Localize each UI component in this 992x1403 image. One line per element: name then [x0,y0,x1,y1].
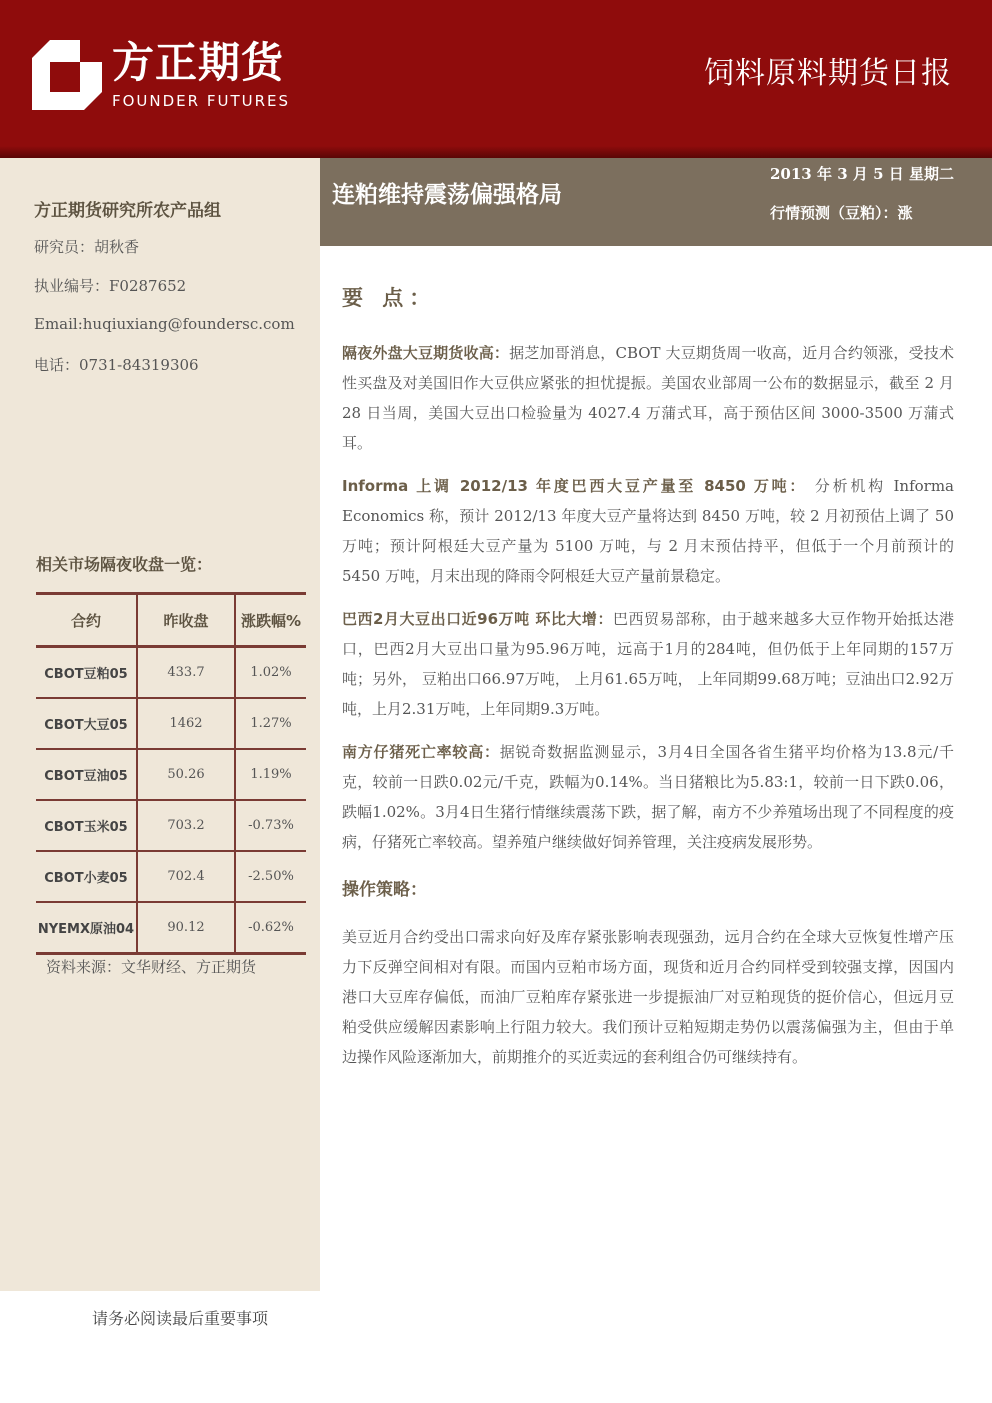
data-source-note: 资料来源：文华财经、方正期货 [46,958,257,976]
close-cell: 50.26 [137,749,235,800]
table-row [36,851,306,902]
license-number: 执业编号：F0287652 [34,277,187,295]
market-close-table [36,592,306,955]
key-point-paragraph [342,737,954,857]
email-address: Email:huqiuxiang@foundersc.com [34,315,295,333]
key-point-text: 巴西贸易部称，由于越来越多大豆作物开始抵达港口，巴西2月大豆出口量为95.96万吨，远高于1月的284吨，但仍低于上年同期的157万吨；另外， 豆粕出口66.97万吨， 上月61.65万吨， 上年同期99.68万吨；豆油出口2.92万吨，上月2.31万吨，上年同期9.3万吨。 [342,610,954,718]
contract-cell: CBOT小麦05 [36,851,137,902]
key-point-text: 分析机构 Informa Economics 称，预计 2012/13 年度大豆产量将达到 8450 万吨，较 2 月初预估上调了 50 万吨；预计阿根廷大豆产量为 5100 万吨，与 2 月末预估持平，但低于一个月前预计的 5450 万吨，月末出现的降雨令阿根廷大豆产量前景稳定。 [342,477,955,585]
key-point-paragraph [342,338,954,458]
key-point-lead: 南方仔猪死亡率较高： [342,743,500,761]
close-cell: 1462 [137,698,235,749]
table-row [36,698,306,749]
report-headline: 连粕维持震荡偏强格局 [332,182,562,208]
contract-cell: CBOT大豆05 [36,698,137,749]
close-cell: 702.4 [137,851,235,902]
market-table-title: 相关市场隔夜收盘一览： [36,555,213,574]
column-header-contract: 合约 [36,594,137,647]
phone-number: 电话：0731-84319306 [34,356,199,374]
header-shadow [0,146,992,158]
department-name: 方正期货研究所农产品组 [34,201,221,221]
logo-english-name: FOUNDER FUTURES [112,92,291,110]
key-point-lead: 隔夜外盘大豆期货收高： [342,344,510,362]
contract-cell: CBOT豆油05 [36,749,137,800]
column-header-close: 昨收盘 [137,594,235,647]
logo-chinese-name: 方正期货 [112,38,285,87]
change-cell: 1.02% [235,647,306,699]
change-cell: 1.27% [235,698,306,749]
strategy-paragraph: 美豆近月合约受出口需求向好及库存紧张影响表现强劲，远月合约在全球大豆恢复性增产压力下反弹空间相对有限。而国内豆粕市场方面，现货和近月合约同样受到较强支撑，因国内港口大豆库存偏低，而油厂豆粕库存紧张进一步提振油厂对豆粕现货的挺价信心，但远月豆粕受供应缓解因素影响上行阻力较大。我们预计豆粕短期走势仍以震荡偏强为主，但由于单边操作风险逐渐加大，前期推介的买近卖远的套利组合仍可继续持有。 [342,928,954,1066]
table-row [36,902,306,954]
researcher-name: 研究员：胡秋香 [34,238,140,256]
contract-cell: NYEMX原油04 [36,902,137,954]
close-cell: 703.2 [137,800,235,851]
table-row [36,800,306,851]
change-cell: -0.73% [235,800,306,851]
key-point-lead: Informa 上调 2012/13 年度巴西大豆产量至 8450 万吨： [342,477,808,495]
key-points-heading: 要 点： [342,286,437,310]
key-point-text: 据锐奇数据监测显示，3月4日全国各省生猪平均价格为13.8元/千克，较前一日跌0.02元/千克，跌幅为0.14%。当日猪粮比为5.83:1，较前一日下跌0.06，跌幅1.02%。3月4日生猪行情继续震荡下跌，据了解，南方不少养殖场出现了不同程度的疫病，仔猪死亡率较高。望养殖户继续做好饲养管理，关注疫病发展形势。 [342,743,954,851]
report-date: 2013 年 3 月 5 日 星期二 [770,165,954,183]
table-header-row [36,594,306,647]
disclaimer-footnote: 请务必阅读最后重要事项 [92,1309,269,1328]
table-row [36,647,306,699]
close-cell: 90.12 [137,902,235,954]
table-row [36,749,306,800]
key-point-paragraph [342,604,954,724]
market-forecast: 行情预测（豆粕）：涨 [770,204,913,222]
contract-cell: CBOT玉米05 [36,800,137,851]
key-point-text: 据芝加哥消息，CBOT 大豆期货周一收高，近月合约领涨，受技术性买盘及对美国旧作大豆供应紧张的担忧提振。美国农业部周一公布的数据显示，截至 2 月 28 日当周，美国大豆出口检验量为 4027.4 万蒲式耳，高于预估区间 3000-3500 万蒲式耳。 [342,344,954,452]
contract-cell: CBOT豆粕05 [36,647,137,699]
main-content [342,282,954,1085]
close-cell: 433.7 [137,647,235,699]
change-cell: -0.62% [235,902,306,954]
change-cell: 1.19% [235,749,306,800]
founder-logo-icon [32,40,102,110]
report-title: 饲料原料期货日报 [704,56,952,91]
strategy-heading: 操作策略： [342,880,427,900]
key-point-paragraph [342,471,954,591]
column-header-change: 涨跌幅% [235,594,306,647]
change-cell: -2.50% [235,851,306,902]
report-header [0,0,992,156]
key-point-lead: 巴西2月大豆出口近96万吨 环比大增： [342,610,613,628]
